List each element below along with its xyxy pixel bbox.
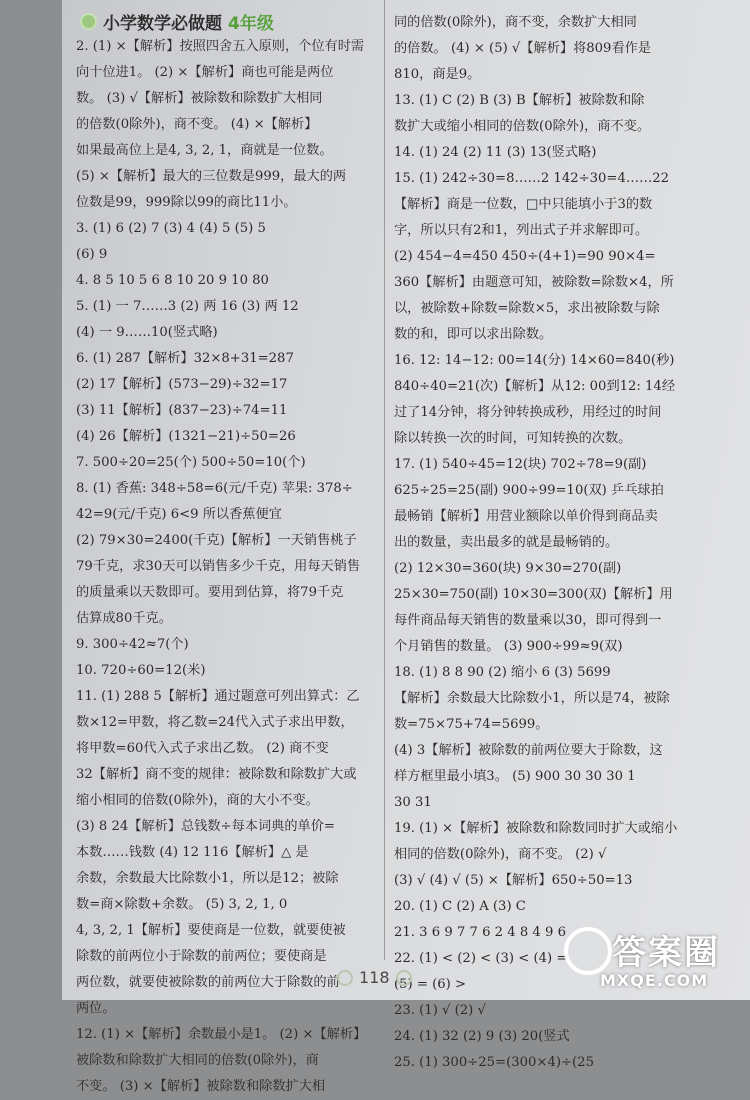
answer-line: 25. (1) 300÷25=(300×4)÷(25 xyxy=(394,1055,594,1070)
answer-line: (3) 11【解析】(837−23)÷74=11 xyxy=(76,403,288,418)
answer-line: 除数的前两位小于除数的前两位；要使商是 xyxy=(76,949,327,964)
answer-line: 20. (1) C (2) A (3) C xyxy=(394,899,526,914)
book-title: 小学数学必做题 xyxy=(103,13,222,34)
page-header xyxy=(80,10,274,32)
answer-line: 相同的倍数(0除外)，商不变。 (2) √ xyxy=(394,847,607,862)
answer-line: 79千克，求30天可以销售多少千克，用每天销售 xyxy=(76,559,361,574)
circle-bullet-icon xyxy=(80,13,97,30)
answer-line: 25×30=750(副) 10×30=300(双)【解析】用 xyxy=(394,587,673,602)
answer-line: 15. (1) 242÷30=8……2 142÷30=4……22 xyxy=(394,171,670,186)
answer-line: 18. (1) 8 8 90 (2) 缩小 6 (3) 5699 xyxy=(394,665,611,680)
answer-line: 【解析】余数最大比除数小1，所以是74，被除 xyxy=(394,691,670,706)
answer-line: 30 31 xyxy=(394,795,432,810)
answer-line: 数扩大或缩小相同的倍数(0除外)，商不变。 xyxy=(394,119,651,134)
answer-line: 最畅销【解析】用营业额除以单价得到商品卖 xyxy=(394,509,658,524)
answer-line: 9. 300÷42≈7(个) xyxy=(76,637,189,652)
answer-line: 3. (1) 6 (2) 7 (3) 4 (4) 5 (5) 5 xyxy=(76,221,266,236)
answer-line: 625÷25=25(副) 900÷99=10(双) 乒乓球拍 xyxy=(394,483,664,498)
answer-line: 本数……钱数 (4) 12 116【解析】△ 是 xyxy=(76,845,309,860)
answer-line: (3) √ (4) √ (5) ×【解析】650÷50=13 xyxy=(394,873,633,888)
answer-line: (4) 一 9……10(竖式略) xyxy=(76,325,218,340)
answer-line: 7. 500÷20=25(个) 500÷50=10(个) xyxy=(76,455,306,470)
right-answer-column xyxy=(394,10,746,1076)
answer-line: 数=75×75+74=5699。 xyxy=(394,717,549,732)
answer-line: 样方框里最小填3。 (5) 900 30 30 30 1 xyxy=(394,769,636,784)
watermark-url: MXQE.COM xyxy=(600,971,709,990)
answer-line: 16. 12: 14−12: 00=14(分) 14×60=840(秒) xyxy=(394,353,675,368)
answer-line: 2. (1) ×【解析】按照四舍五入原则，个位有时需 xyxy=(76,39,365,54)
answer-line: 10. 720÷60=12(米) xyxy=(76,663,206,678)
answer-line: 被除数和除数扩大相同的倍数(0除外)，商 xyxy=(76,1053,319,1068)
page-number: 118 xyxy=(359,968,390,987)
answer-line: 字，所以只有2和1，列出式子并求解即可。 xyxy=(394,223,649,238)
answer-line: (5) = (6) > xyxy=(394,977,467,992)
answer-line: 缩小相同的倍数(0除外)，商的大小不变。 xyxy=(76,793,319,808)
answer-line: 位数是99，999除以99的商比11小。 xyxy=(76,195,297,210)
answer-line: 如果最高位上是4, 3, 2, 1，商就是一位数。 xyxy=(76,143,333,158)
answer-line: (2) 454−4=450 450÷(4+1)=90 90×4= xyxy=(394,249,656,264)
answer-line: 360【解析】由题意可知，被除数=除数×4，所 xyxy=(394,275,674,290)
left-answer-column xyxy=(76,34,374,1100)
answer-line: 19. (1) ×【解析】被除数和除数同时扩大或缩小 xyxy=(394,821,678,836)
answer-line: 17. (1) 540÷45=12(块) 702÷78=9(副) xyxy=(394,457,647,472)
answer-line: 810，商是9。 xyxy=(394,67,481,82)
book-page xyxy=(62,0,750,1094)
answer-line: 42=9(元/千克) 6<9 所以香蕉便宜 xyxy=(76,507,282,522)
answer-line: 数×12=甲数，将乙数=24代入式子求出甲数， xyxy=(76,715,354,730)
circle-ornament-icon xyxy=(396,970,412,986)
answer-line: 4. 8 5 10 5 6 8 10 20 9 10 80 xyxy=(76,273,269,288)
answer-line: 数。 (3) √【解析】被除数和除数扩大相同 xyxy=(76,91,323,106)
answer-line: 11. (1) 288 5【解析】通过题意可列出算式：乙 xyxy=(76,689,360,704)
answer-line: 的倍数(0除外)，商不变。 (4) ×【解析】 xyxy=(76,117,318,132)
answer-line: 22. (1) < (2) < (3) < (4) = xyxy=(394,951,568,966)
answer-line: (2) 79×30=2400(千克)【解析】一天销售桃子 xyxy=(76,533,357,548)
answer-line: 32【解析】商不变的规律：被除数和除数扩大或 xyxy=(76,767,357,782)
answer-line: 5. (1) 一 7……3 (2) 两 16 (3) 两 12 xyxy=(76,299,299,314)
answer-line: 23. (1) √ (2) √ xyxy=(394,1003,486,1018)
answer-line: (6) 9 xyxy=(76,247,108,262)
answer-line: 每件商品每天销售的数量乘以30，即可得到一 xyxy=(394,613,662,628)
answer-line: 14. (1) 24 (2) 11 (3) 13(竖式略) xyxy=(394,145,597,160)
answer-line: 估算成80千克。 xyxy=(76,611,172,626)
answer-line: (4) 3【解析】被除数的前两位要大于除数，这 xyxy=(394,743,663,758)
grade-label: 4年级 xyxy=(228,13,274,34)
answer-line: 的质量乘以天数即可。要用到估算，将79千克 xyxy=(76,585,344,600)
answer-line: 24. (1) 32 (2) 9 (3) 20(竖式 xyxy=(394,1029,570,1044)
answer-line: 出的数量，卖出最多的就是最畅销的。 xyxy=(394,535,619,550)
answer-line: 过了14分钟，将分钟转换成秒，用经过的时间 xyxy=(394,405,662,420)
answer-line: 数=商×除数+余数。 (5) 3, 2, 1, 0 xyxy=(76,897,288,912)
answer-line: 将甲数=60代入式子求出乙数。 (2) 商不变 xyxy=(76,741,329,756)
column-divider xyxy=(384,0,385,960)
answer-line: 两位。 xyxy=(76,1001,116,1016)
answer-line: 数的和，即可以求出除数。 xyxy=(394,327,553,342)
answer-line: (3) 8 24【解析】总钱数÷每本词典的单价= xyxy=(76,819,335,834)
answer-line: 余数，余数最大比除数小1，所以是12；被除 xyxy=(76,871,339,886)
answer-line: 21. 3 6 9 7 7 6 2 4 8 4 9 6 xyxy=(394,925,566,940)
answer-line: 除以转换一次的时间，可知转换的次数。 xyxy=(394,431,632,446)
answer-line: 8. (1) 香蕉: 348÷58=6(元/千克) 苹果: 378÷ xyxy=(76,481,353,496)
circle-ornament-icon xyxy=(337,970,353,986)
answer-line: 个月销售的数量。 (3) 900÷99≈9(双) xyxy=(394,639,623,654)
answer-line: 840÷40=21(次)【解析】从12: 00到12: 14经 xyxy=(394,379,676,394)
answer-line: (5) ×【解析】最大的三位数是999，最大的两 xyxy=(76,169,347,184)
answer-line: (2) 12×30=360(块) 9×30=270(副) xyxy=(394,561,622,576)
answer-line: 以，被除数+除数=除数×5，求出被除数与除 xyxy=(394,301,660,316)
answer-line: 【解析】商是一位数，□中只能填小于3的数 xyxy=(394,197,653,212)
answer-line: 的倍数。 (4) × (5) √【解析】将809看作是 xyxy=(394,41,652,56)
answer-line: 4, 3, 2, 1【解析】要使商是一位数，就要使被 xyxy=(76,923,346,938)
answer-line: 12. (1) ×【解析】余数最小是1。 (2) ×【解析】 xyxy=(76,1027,367,1042)
answer-line: 向十位进1。 (2) ×【解析】商也可能是两位 xyxy=(76,65,334,80)
answer-line: 6. (1) 287【解析】32×8+31=287 xyxy=(76,351,294,366)
watermark-logo xyxy=(560,925,745,1000)
answer-line: 两位数，就要使被除数的前两位大于除数的前 xyxy=(76,975,340,990)
answer-line: 13. (1) C (2) B (3) B【解析】被除数和除 xyxy=(394,93,645,108)
answer-line: 不变。 (3) ×【解析】被除数和除数扩大相 xyxy=(76,1079,326,1094)
answer-line: 同的倍数(0除外)，商不变，余数扩大相同 xyxy=(394,15,637,30)
answer-line: (2) 17【解析】(573−29)÷32=17 xyxy=(76,377,288,392)
watermark-text: 答案圈 xyxy=(612,933,720,973)
answer-line: (4) 26【解析】(1321−21)÷50=26 xyxy=(76,429,296,444)
page-footer xyxy=(337,968,412,987)
